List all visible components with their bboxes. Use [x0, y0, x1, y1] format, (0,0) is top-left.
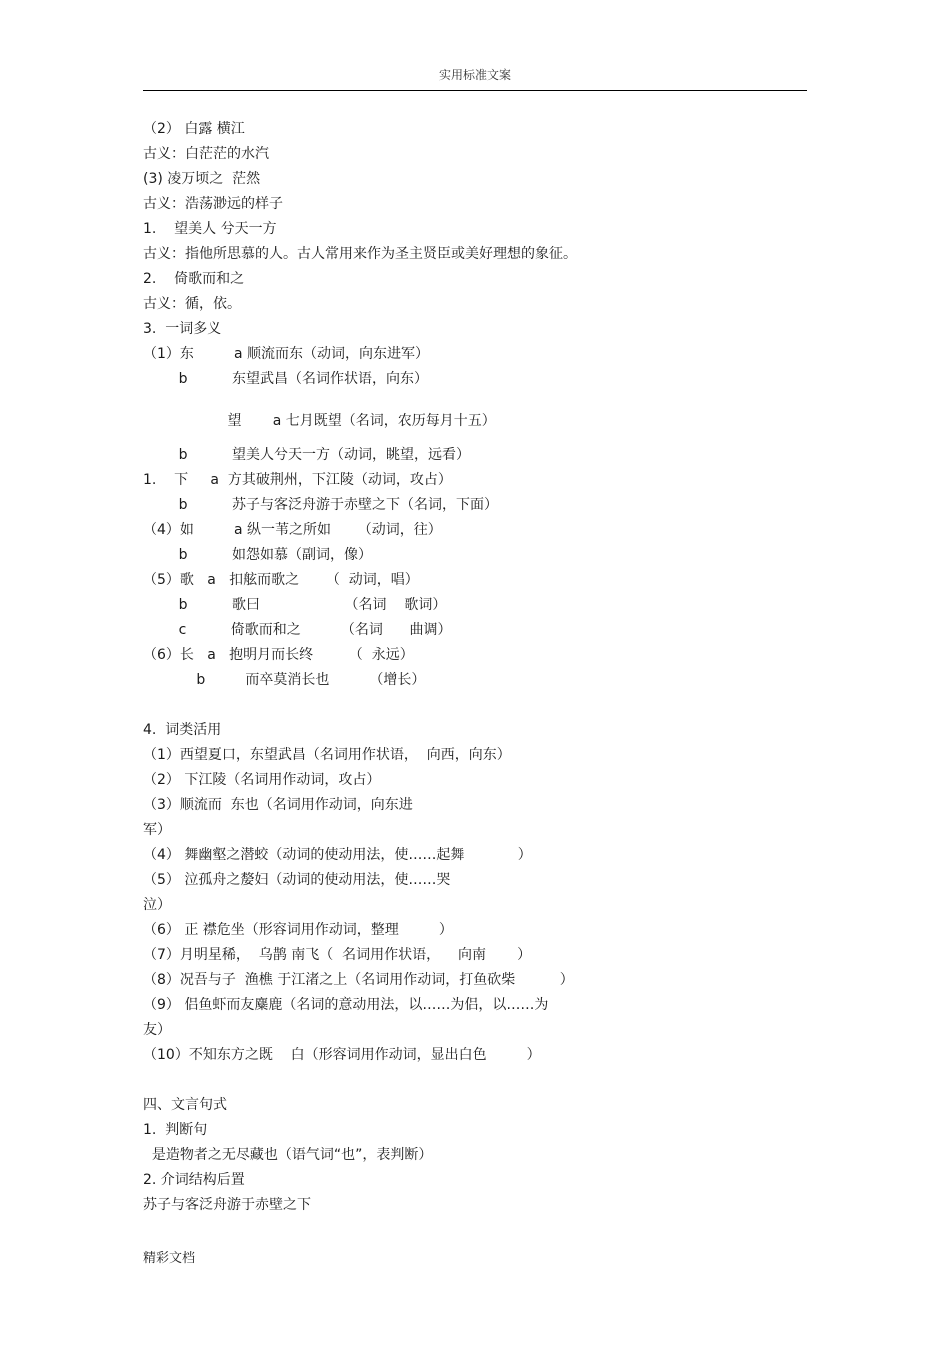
text-line: （1）东 a 顺流而东（动词，向东进军）	[143, 346, 429, 362]
text-line: （10）不知东方之既 白（形容词用作动词，显出白色 ）	[143, 1047, 541, 1063]
text-line: 古义：浩荡渺远的样子	[143, 196, 283, 212]
text-line: （6）长 a 抱明月而长终 （ 永远）	[143, 647, 414, 663]
text-line: c 倚歌而和之 （名词 曲调）	[143, 622, 452, 638]
text-line: （7）月明星稀， 乌鹊 南飞（ 名词用作状语， 向南 ）	[143, 947, 532, 963]
text-line: （1）西望夏口，东望武昌（名词用作状语， 向西，向东）	[143, 747, 511, 763]
text-line: （2） 下江陵（名词用作动词，攻占）	[143, 772, 381, 788]
text-line: （3）顺流而 东也（名词用作动词，向东进	[143, 797, 413, 813]
text-line: 友）	[143, 1022, 171, 1038]
blank-line	[143, 694, 807, 719]
text-line: 苏子与客泛舟游于赤壁之下	[143, 1197, 311, 1213]
text-line: （5）歌 a 扣舷而歌之 （ 动词，唱）	[143, 572, 419, 588]
text-line: （4）如 a 纵一苇之所如 （动词，往）	[143, 522, 442, 538]
page-header: 实用标准文案	[438, 68, 511, 82]
text-line: （2） 白露 横江	[143, 121, 245, 137]
text-line: 1. 下 a 方其破荆州，下江陵（动词，攻占）	[143, 472, 452, 488]
page-footer: 精彩文档	[143, 1251, 196, 1266]
text-line: 1. 判断句	[143, 1122, 208, 1138]
text-line: 望 a 七月既望（名词，农历每月十五）	[143, 413, 496, 429]
text-line: b 苏子与客泛舟游于赤壁之下（名词，下面）	[143, 497, 498, 513]
text-line: b 东望武昌（名词作状语，向东）	[143, 371, 428, 387]
text-line: （6） 正 襟危坐（形容词用作动词，整理 ）	[143, 922, 453, 938]
text-line: （8）况吾与子 渔樵 于江渚之上（名词用作动词，打鱼砍柴 ）	[143, 972, 574, 988]
text-line: 军）	[143, 822, 171, 838]
text-line: （9） 侣鱼虾而友麋鹿（名词的意动用法，以……为侣，以……为	[143, 997, 549, 1013]
text-line: 泣）	[143, 897, 171, 913]
text-line: 古义：指他所思慕的人。古人常用来作为圣主贤臣或美好理想的象征。	[143, 246, 577, 262]
section-heading: 3. 一词多义	[143, 321, 222, 337]
text-line: 2. 倚歌而和之	[143, 271, 245, 287]
text-line: 1. 望美人 兮天一方	[143, 221, 277, 237]
text-line: b 如怨如慕（副词，像）	[143, 547, 372, 563]
text-line: （5） 泣孤舟之嫠妇（动词的使动用法，使……哭	[143, 872, 451, 888]
text-line: 古义：循，依。	[143, 296, 241, 312]
blank-line	[143, 393, 807, 410]
header-divider	[143, 90, 807, 91]
blank-line	[143, 1069, 807, 1094]
document-body	[143, 118, 807, 1219]
text-line: 2. 介词结构后置	[143, 1172, 245, 1188]
text-line: (3) 凌万顷之 茫然	[143, 171, 261, 187]
section-heading: 4. 词类活用	[143, 722, 222, 738]
section-heading: 四、文言句式	[143, 1097, 227, 1113]
text-line: b 歌曰 （名词 歌词）	[143, 597, 447, 613]
text-line: （4） 舞幽壑之潜蛟（动词的使动用法，使……起舞 ）	[143, 847, 532, 863]
text-line: 古义：白茫茫的水汽	[143, 146, 269, 162]
text-line: 是造物者之无尽藏也（语气词“也”，表判断）	[143, 1147, 433, 1163]
text-line: b 而卒莫消长也 （增长）	[143, 672, 426, 688]
text-line: b 望美人兮天一方（动词，眺望，远看）	[143, 447, 470, 463]
